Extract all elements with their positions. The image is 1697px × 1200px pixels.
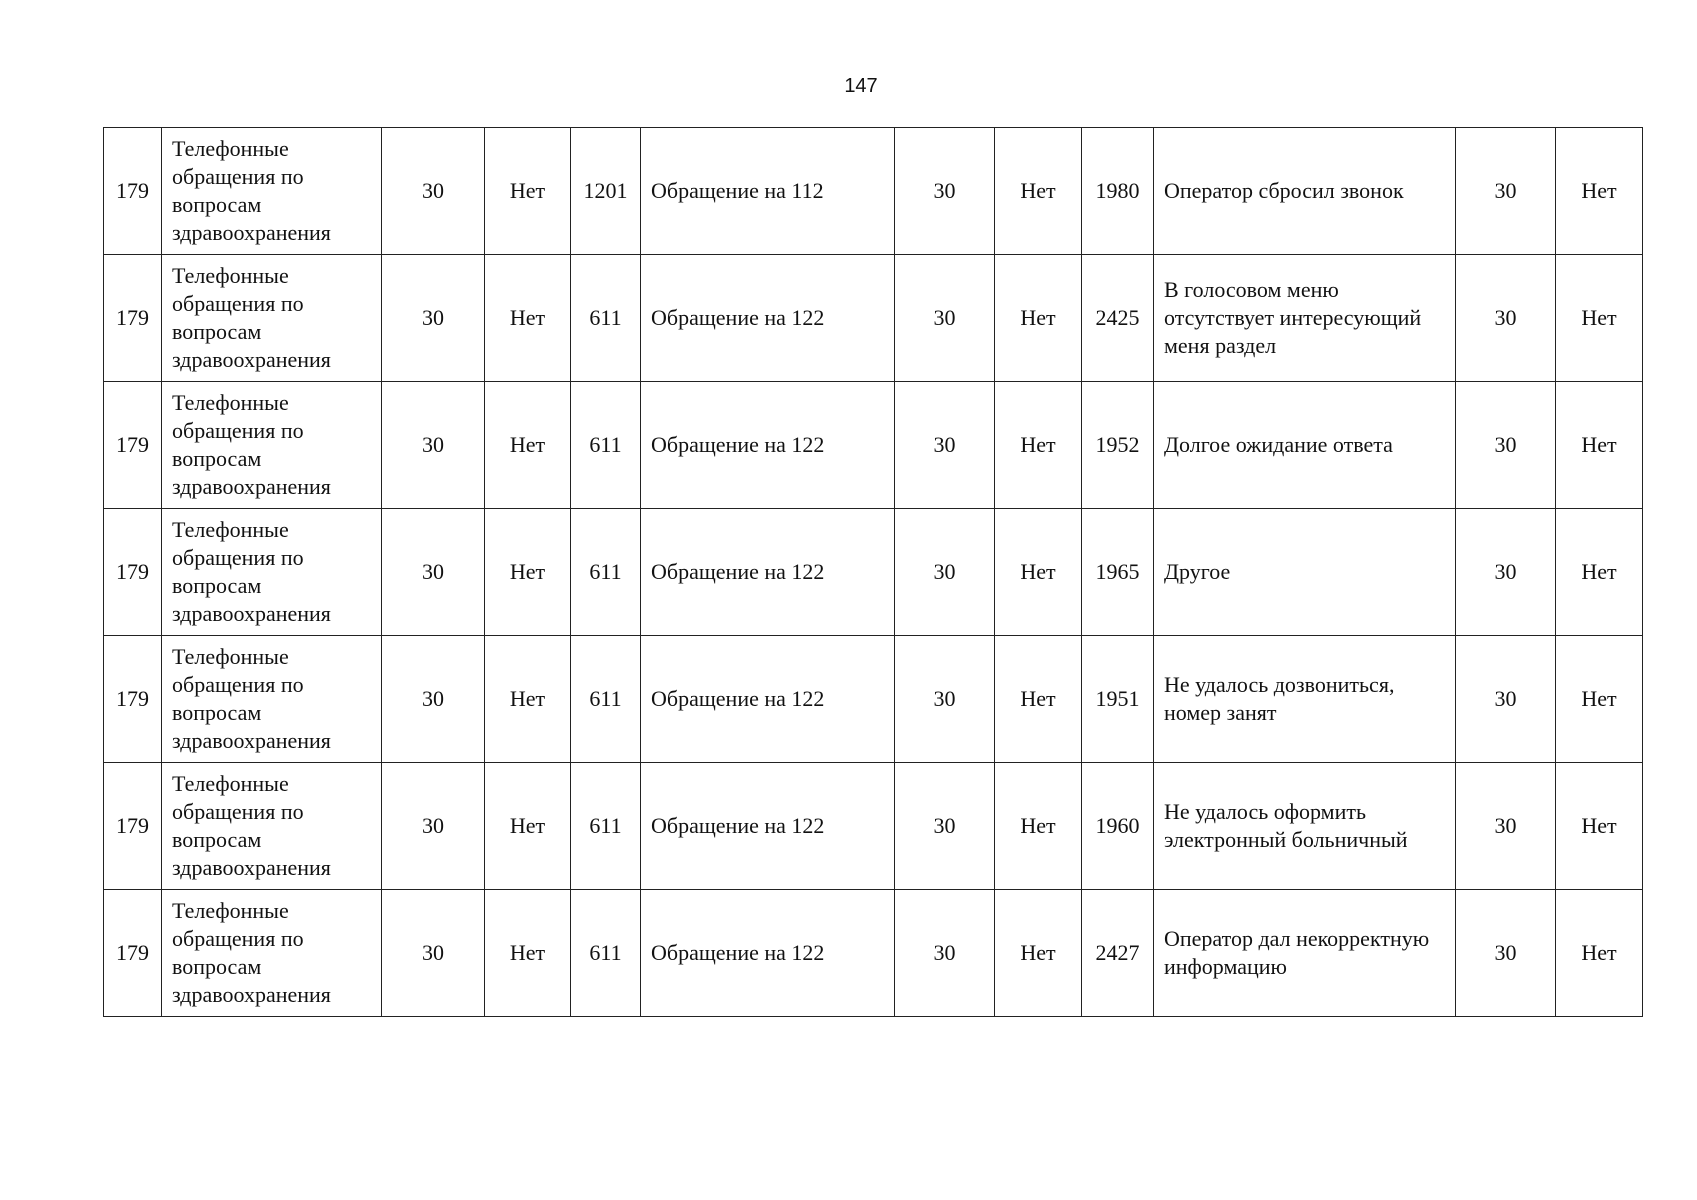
cell-flag-1: Нет xyxy=(485,382,571,509)
cell-days-3: 30 xyxy=(1456,382,1556,509)
cell-code-3: 1980 xyxy=(1082,128,1154,255)
cell-category: Телефонные обращения по вопросам здравоохранения xyxy=(162,636,382,763)
cell-flag-3: Нет xyxy=(1556,128,1643,255)
cell-id: 179 xyxy=(104,255,162,382)
cell-reason: Не удалось оформить электронный больничный xyxy=(1154,763,1456,890)
cell-code-3: 2425 xyxy=(1082,255,1154,382)
cell-code-2: 611 xyxy=(571,636,641,763)
cell-code-2: 611 xyxy=(571,509,641,636)
cell-flag-1: Нет xyxy=(485,636,571,763)
cell-code-2: 1201 xyxy=(571,128,641,255)
table-row xyxy=(104,509,1643,636)
table-body xyxy=(104,128,1643,1017)
cell-days-1: 30 xyxy=(382,890,485,1017)
cell-reason: Не удалось дозвониться, номер занят xyxy=(1154,636,1456,763)
cell-subcategory: Обращение на 112 xyxy=(641,128,895,255)
cell-id: 179 xyxy=(104,636,162,763)
cell-subcategory: Обращение на 122 xyxy=(641,890,895,1017)
table-row xyxy=(104,890,1643,1017)
cell-days-2: 30 xyxy=(895,636,995,763)
table-row xyxy=(104,763,1643,890)
cell-flag-3: Нет xyxy=(1556,890,1643,1017)
cell-code-3: 1952 xyxy=(1082,382,1154,509)
cell-flag-3: Нет xyxy=(1556,255,1643,382)
cell-flag-1: Нет xyxy=(485,128,571,255)
cell-flag-3: Нет xyxy=(1556,636,1643,763)
cell-category: Телефонные обращения по вопросам здравоохранения xyxy=(162,890,382,1017)
cell-days-1: 30 xyxy=(382,636,485,763)
cell-code-2: 611 xyxy=(571,763,641,890)
table-row xyxy=(104,636,1643,763)
cell-flag-2: Нет xyxy=(995,636,1082,763)
cell-category: Телефонные обращения по вопросам здравоохранения xyxy=(162,382,382,509)
cell-days-2: 30 xyxy=(895,128,995,255)
cell-subcategory: Обращение на 122 xyxy=(641,255,895,382)
cell-category: Телефонные обращения по вопросам здравоохранения xyxy=(162,128,382,255)
cell-id: 179 xyxy=(104,128,162,255)
table-row xyxy=(104,255,1643,382)
cell-subcategory: Обращение на 122 xyxy=(641,509,895,636)
cell-category: Телефонные обращения по вопросам здравоохранения xyxy=(162,763,382,890)
cell-code-3: 1965 xyxy=(1082,509,1154,636)
cell-days-3: 30 xyxy=(1456,509,1556,636)
cell-id: 179 xyxy=(104,382,162,509)
cell-code-3: 1960 xyxy=(1082,763,1154,890)
table-row xyxy=(104,128,1643,255)
cell-code-3: 2427 xyxy=(1082,890,1154,1017)
cell-code-2: 611 xyxy=(571,255,641,382)
cell-days-1: 30 xyxy=(382,509,485,636)
cell-days-3: 30 xyxy=(1456,763,1556,890)
cell-reason: Оператор сбросил звонок xyxy=(1154,128,1456,255)
cell-days-2: 30 xyxy=(895,255,995,382)
cell-days-1: 30 xyxy=(382,255,485,382)
cell-days-2: 30 xyxy=(895,890,995,1017)
cell-reason: Другое xyxy=(1154,509,1456,636)
cell-flag-1: Нет xyxy=(485,890,571,1017)
cell-id: 179 xyxy=(104,763,162,890)
cell-category: Телефонные обращения по вопросам здравоохранения xyxy=(162,255,382,382)
cell-flag-3: Нет xyxy=(1556,509,1643,636)
cell-flag-2: Нет xyxy=(995,128,1082,255)
cell-flag-1: Нет xyxy=(485,509,571,636)
cell-reason: Оператор дал некорректную информацию xyxy=(1154,890,1456,1017)
cell-flag-1: Нет xyxy=(485,255,571,382)
cell-flag-2: Нет xyxy=(995,382,1082,509)
cell-flag-2: Нет xyxy=(995,763,1082,890)
cell-subcategory: Обращение на 122 xyxy=(641,763,895,890)
cell-days-2: 30 xyxy=(895,509,995,636)
cell-id: 179 xyxy=(104,509,162,636)
cell-flag-2: Нет xyxy=(995,890,1082,1017)
cell-code-2: 611 xyxy=(571,382,641,509)
cell-subcategory: Обращение на 122 xyxy=(641,382,895,509)
cell-code-2: 611 xyxy=(571,890,641,1017)
cell-days-2: 30 xyxy=(895,382,995,509)
cell-days-1: 30 xyxy=(382,763,485,890)
cell-category: Телефонные обращения по вопросам здравоохранения xyxy=(162,509,382,636)
cell-days-2: 30 xyxy=(895,763,995,890)
cell-subcategory: Обращение на 122 xyxy=(641,636,895,763)
cell-code-3: 1951 xyxy=(1082,636,1154,763)
cell-days-3: 30 xyxy=(1456,255,1556,382)
cell-flag-3: Нет xyxy=(1556,382,1643,509)
cell-reason: Долгое ожидание ответа xyxy=(1154,382,1456,509)
cell-flag-3: Нет xyxy=(1556,763,1643,890)
cell-days-3: 30 xyxy=(1456,890,1556,1017)
cell-days-3: 30 xyxy=(1456,636,1556,763)
cell-flag-2: Нет xyxy=(995,255,1082,382)
cell-days-1: 30 xyxy=(382,128,485,255)
table-row xyxy=(104,382,1643,509)
cell-days-1: 30 xyxy=(382,382,485,509)
cell-flag-1: Нет xyxy=(485,763,571,890)
page-number: 147 xyxy=(844,75,878,97)
cell-flag-2: Нет xyxy=(995,509,1082,636)
data-table xyxy=(103,127,1643,1017)
cell-reason: В голосовом меню отсутствует интересующий меня раздел xyxy=(1154,255,1456,382)
cell-id: 179 xyxy=(104,890,162,1017)
cell-days-3: 30 xyxy=(1456,128,1556,255)
